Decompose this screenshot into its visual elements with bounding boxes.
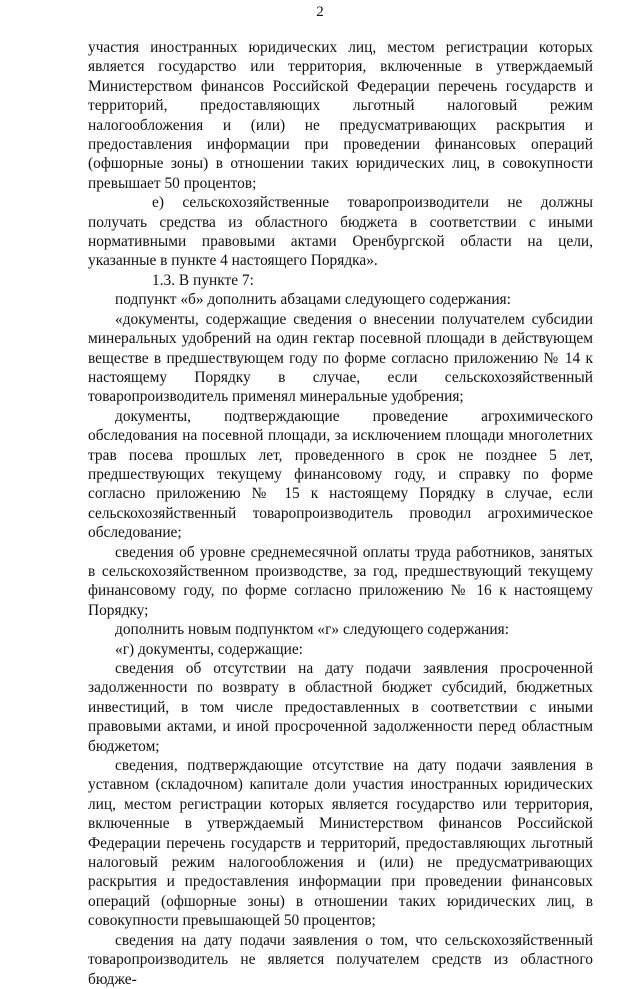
paragraph-continuation: участия иностранных юридических лиц, местом регистрации которых является государство или территория, включенные в утверждаемый Министерством финансов Российской Федерации перечень государств и территорий, предоставляющих льготный налоговый режим налогообложения и (или) не предусматривающих раскрытия и предоставления информации при проведении финансовых операций (офшорные зоны) в отношении таких юридических лиц, в совокупности превышает 50 процентов; [88,39,593,192]
paragraph-no-debt-info: сведения об отсутствии на дату подачи заявления просроченной задолженности по возврату в областной бюджет субсидий, бюджетных инвестиций, в том числе предоставленных в соответствии с иными правовыми актами, и иной просроченной задолженности перед областным бюджетом; [88,660,593,755]
page-number: 2 [316,4,324,20]
paragraph-foreign-share-info: сведения, подтверждающие отсутствие на дату подачи заявления в уставном (складочном) капитале доли участия иностранных юридических лиц, местом регистрации которых является государство или территория, включенные в утверждаемый Министерством финансов Российской Федерации перечень государств и территорий, предоставляющих льготный налоговый режим налогообложения и (или) не предусматривающих раскрытия и предоставления информации при проведении финансовых операций (офшорные зоны) в отношении таких юридических лиц, в совокупности превышающей 50 процентов; [88,757,593,930]
paragraph-fertilizer-documents: «документы, содержащие сведения о внесении получателем субсидии минеральных удобрений на один гектар посевной площади в действующем веществе в предшествующем году по форме согласно приложению № 14 к настоящему Порядку в случае, если сельскохозяйственный товаропроизводитель применял минеральные удобрения; [88,310,593,406]
paragraph-agrochemical-documents: документы, подтверждающие проведение агрохимического обследования на посевной площади, за исключением площади многолетних трав посева прошлых лет, проведенного в срок не позднее 5 лет, предшествующих текущему финансовому году, и справку по форме согласно приложению № 15 к настоящему Порядку в случае, если сельскохозяйственный товаропроизводитель проводил агрохимическое обследование; [88,407,593,542]
document-body [88,38,593,989]
paragraph-item-e: е) сельскохозяйственные товаропроизводители не должны получать средства из областного бюджета в соответствии с иными нормативными правовыми актами Оренбургской области на цели, указанные в пункте 4 настоящего Порядка». [88,194,593,270]
paragraph-subpoint-b: подпункт «б» дополнить абзацами следующего содержания: [115,291,511,309]
paragraph-subpoint-g: «г) документы, содержащие: [115,640,303,658]
paragraph-add-subpoint-g: дополнить новым подпунктом «г» следующего содержания: [115,621,510,639]
paragraph-not-recipient-info: сведения на дату подачи заявления о том, что сельскохозяйственный товаропроизводитель не является получателем средств из областного бюдже- [88,931,593,988]
paragraph-salary-info: сведения об уровне среднемесячной оплаты труда работников, занятых в сельскохозяйственном производстве, за год, предшествующий текущему финансовому году, по форме согласно приложению № 16 к настоящему Порядку; [88,543,593,619]
paragraph-point-1-3: 1.3. В пункте 7: [152,271,254,289]
